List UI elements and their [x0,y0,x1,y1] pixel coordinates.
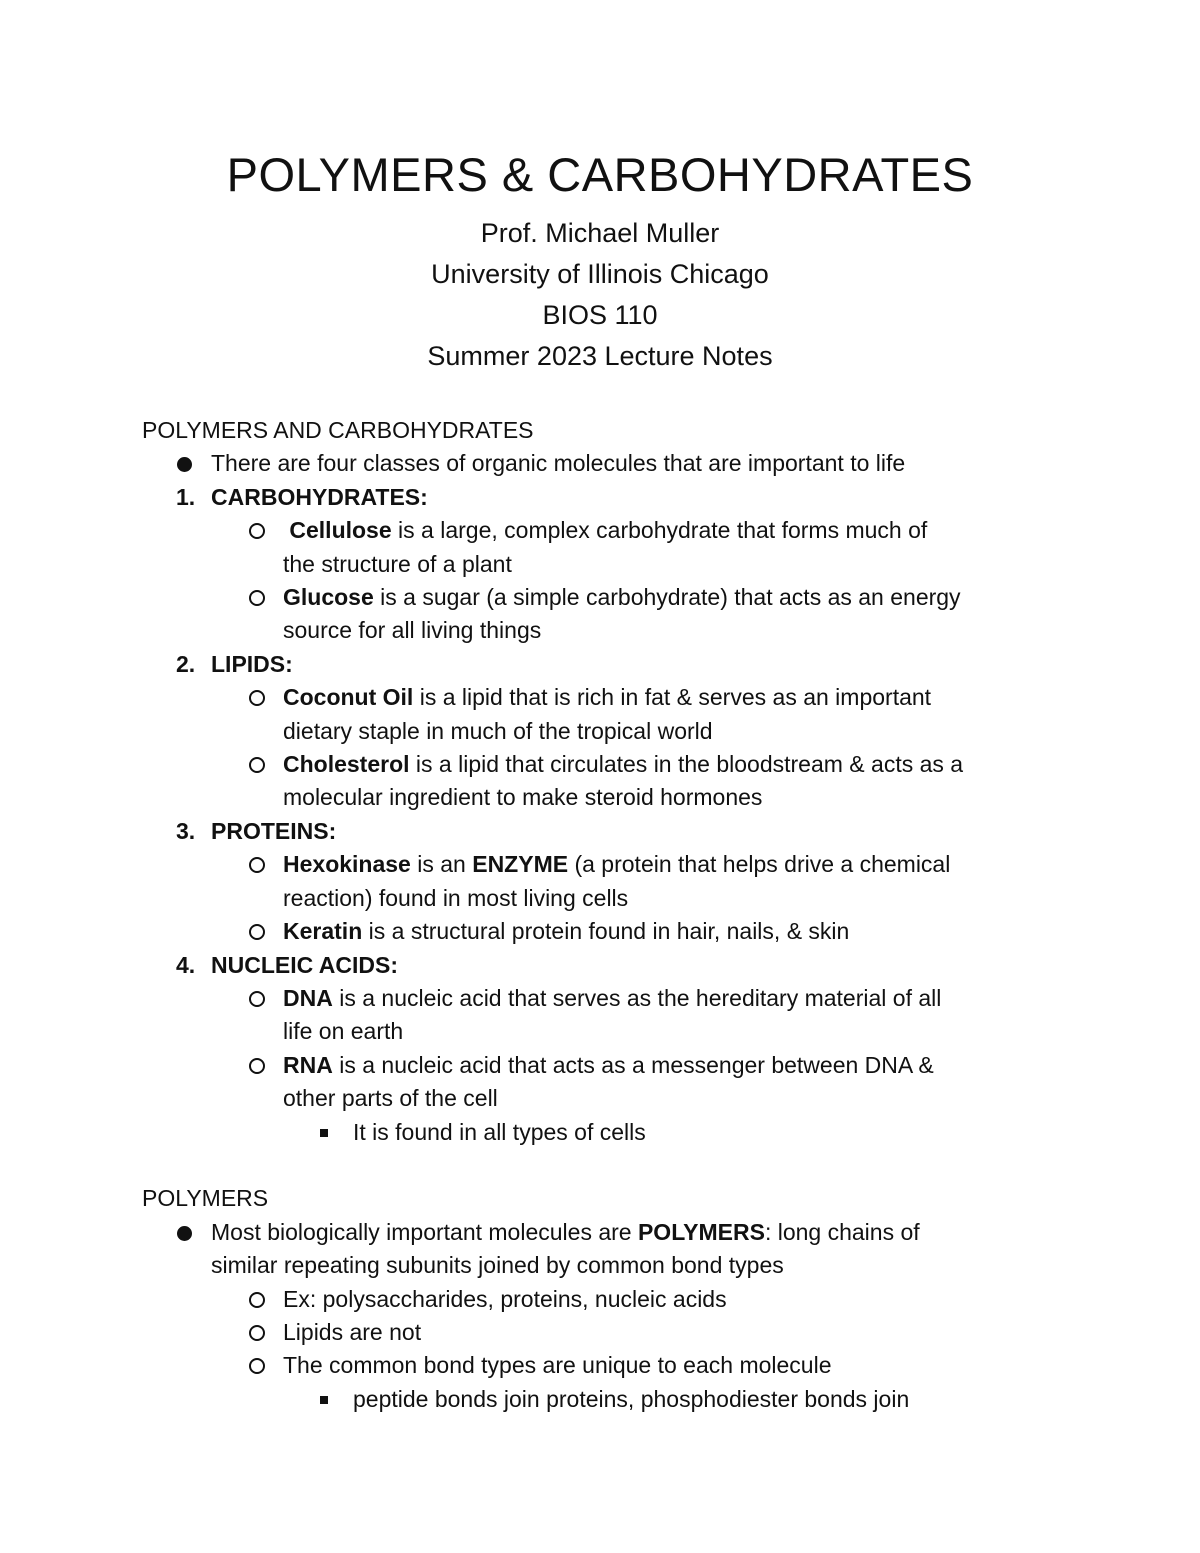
hollow-bullet-icon [249,991,265,1007]
term-label: Summer 2023 Lecture Notes [427,341,773,371]
list-item-continuation: reaction) found in most living cells [283,884,629,911]
hollow-bullet-icon [249,1292,265,1308]
list-item-continuation: life on earth [283,1018,404,1045]
list-item-continuation: similar repeating subunits joined by common bond types [211,1252,784,1279]
category-heading [0,949,1200,982]
professor-name: Prof. Michael Muller [480,218,720,248]
list-item: There are four classes of organic molecules that are important to life [0,447,1200,480]
list-item: Ex: polysaccharides, proteins, nucleic acids [0,1283,1200,1316]
list-item-continuation: other parts of the cell [283,1085,498,1112]
term: Coconut Oil [283,684,414,711]
term: Glucose [283,584,374,611]
term: ENZYME [472,851,569,878]
document-title: POLYMERS & CARBOHYDRATES [226,148,974,201]
term: DNA [283,984,333,1011]
list-item: Coconut Oil is a lipid that is rich in fat & serves as an important [0,681,1200,714]
spacer [0,1149,1200,1182]
category-heading [0,481,1200,514]
term: RNA [283,1051,333,1078]
list-item-continuation: source for all living things [283,617,542,644]
hollow-bullet-icon [249,757,265,773]
list-item: RNA is a nucleic acid that acts as a messenger between DNA & [0,1049,1200,1082]
category-label: NUCLEIC ACIDS: [211,951,398,978]
list-item: Hexokinase is an ENZYME (a protein that helps drive a chemical [0,848,1200,881]
university-name: University of Illinois Chicago [431,259,769,289]
hollow-bullet-icon [249,1058,265,1074]
category-label: LIPIDS: [211,650,293,677]
list-number: 4. [176,951,196,978]
list-item: Cellulose is a large, complex carbohydrate that forms much of [0,514,1200,547]
list-number: 1. [176,483,196,510]
list-item-continuation: the structure of a plant [283,550,512,577]
term: Keratin [283,918,363,945]
square-bullet-icon [320,1396,328,1404]
list-item: The common bond types are unique to each molecule [0,1349,1200,1382]
list-item: It is found in all types of cells [0,1116,1200,1149]
list-item: peptide bonds join proteins, phosphodiester bonds join [0,1383,1200,1416]
hollow-bullet-icon [249,857,265,873]
category-label: CARBOHYDRATES: [211,483,428,510]
filled-bullet-icon [177,457,192,472]
term: Cholesterol [283,751,410,778]
document-header [0,140,1200,377]
notes-body [0,414,1200,1416]
category-heading [0,815,1200,848]
hollow-bullet-icon [249,924,265,940]
list-number: 2. [176,650,196,677]
square-bullet-icon [320,1129,328,1137]
list-item-continuation: dietary staple in much of the tropical world [283,717,713,744]
list-item: Keratin is a structural protein found in hair, nails, & skin [0,915,1200,948]
term: POLYMERS [637,1218,765,1245]
section-heading: POLYMERS [142,1185,269,1212]
category-label: PROTEINS: [211,817,337,844]
list-number: 3. [176,817,196,844]
list-item: Lipids are not [0,1316,1200,1349]
hollow-bullet-icon [249,590,265,606]
hollow-bullet-icon [249,523,265,539]
list-item: Most biologically important molecules are POLYMERS: long chains of [0,1216,1200,1249]
hollow-bullet-icon [249,1325,265,1341]
hollow-bullet-icon [249,1358,265,1374]
list-item: Glucose is a sugar (a simple carbohydrate) that acts as an energy [0,581,1200,614]
section-heading: POLYMERS AND CARBOHYDRATES [142,417,534,443]
term: Hexokinase [283,851,411,878]
category-heading [0,648,1200,681]
filled-bullet-icon [177,1226,192,1241]
list-item: DNA is a nucleic acid that serves as the hereditary material of all [0,982,1200,1015]
list-item-continuation: molecular ingredient to make steroid hormones [283,784,763,811]
list-item: Cholesterol is a lipid that circulates in the bloodstream & acts as a [0,748,1200,781]
course-code: BIOS 110 [542,300,658,330]
term: Cellulose [289,517,392,544]
hollow-bullet-icon [249,690,265,706]
